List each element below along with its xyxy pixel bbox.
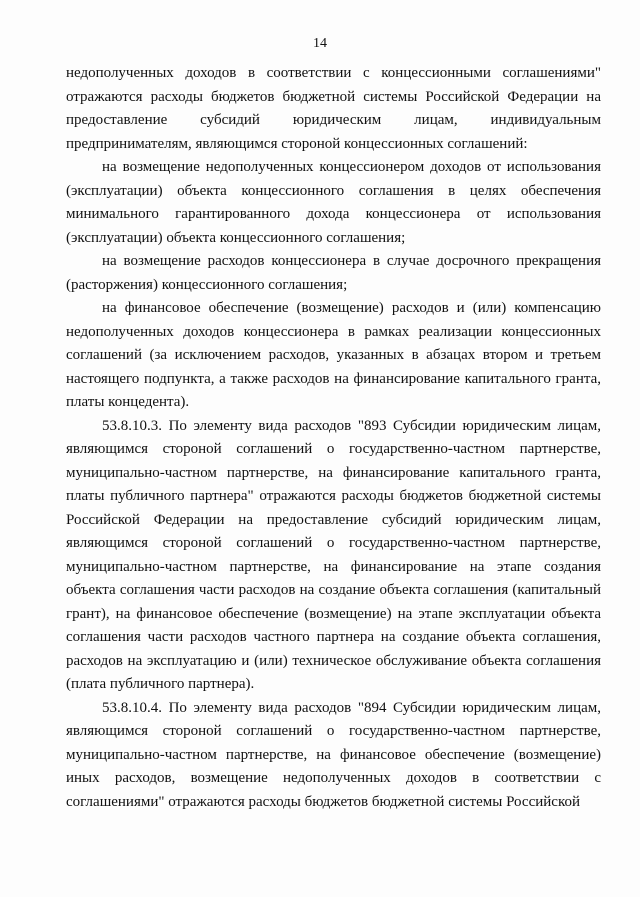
page-number: 14 (313, 36, 327, 51)
paragraph-item-1: на возмещение недополученных концессионером доходов от использования (эксплуатации) объекта концессионного соглашения в целях обеспечения минимального гарантированного дохода концессионера от использования (эксплуатации) объекта концессионного соглашения; (66, 159, 601, 246)
paragraph-53-8-10-4: 53.8.10.4. По элементу вида расходов "894 Субсидии юридическим лицам, являющимся стороной соглашений о государственно-частном партнерстве, муниципально-частном партнерстве, на финансовое обеспечение (возмещение) иных расходов, возмещение недополученных доходов в соответствии с соглашениями" отражаются расходы бюджетов бюджетной системы Российской (66, 699, 601, 810)
paragraph-item-2: на возмещение расходов концессионера в случае досрочного прекращения (расторжения) концессионного соглашения; (66, 253, 601, 293)
document-body (66, 62, 601, 814)
paragraph-continuation: недополученных доходов в соответствии с концессионными соглашениями" отражаются расходы бюджетов бюджетной системы Российской Федерации на предоставление субсидий юридическим лицам, индивидуальным предпринимателям, являющимся стороной концессионных соглашений: (66, 65, 601, 152)
paragraph-53-8-10-3: 53.8.10.3. По элементу вида расходов "893 Субсидии юридическим лицам, являющимся стороной соглашений о государственно-частном партнерстве, муниципально-частном партнерстве, на финансирование капитального гранта, платы публичного партнера" отражаются расходы бюджетов бюджетной системы Российской Федерации на предоставление субсидий юридическим лицам, являющимся стороной соглашений о государственно-частном партнерстве, муниципально-частном партнерстве, на финансирование на этапе создания объекта соглашения части расходов на создание объекта соглашения (капитальный грант), на финансовое обеспечение (возмещение) на этапе эксплуатации объекта соглашения части расходов частного партнера на создание объекта соглашения, расходов на эксплуатацию и (или) техническое обслуживание объекта соглашения (плата публичного партнера). (66, 417, 601, 692)
paragraph-item-3: на финансовое обеспечение (возмещение) расходов и (или) компенсацию недополученных доходов концессионера в рамках реализации концессионных соглашений (за исключением расходов, указанных в абзацах втором и третьем настоящего подпункта, а также расходов на финансирование капитального гранта, платы концедента). (66, 300, 601, 410)
